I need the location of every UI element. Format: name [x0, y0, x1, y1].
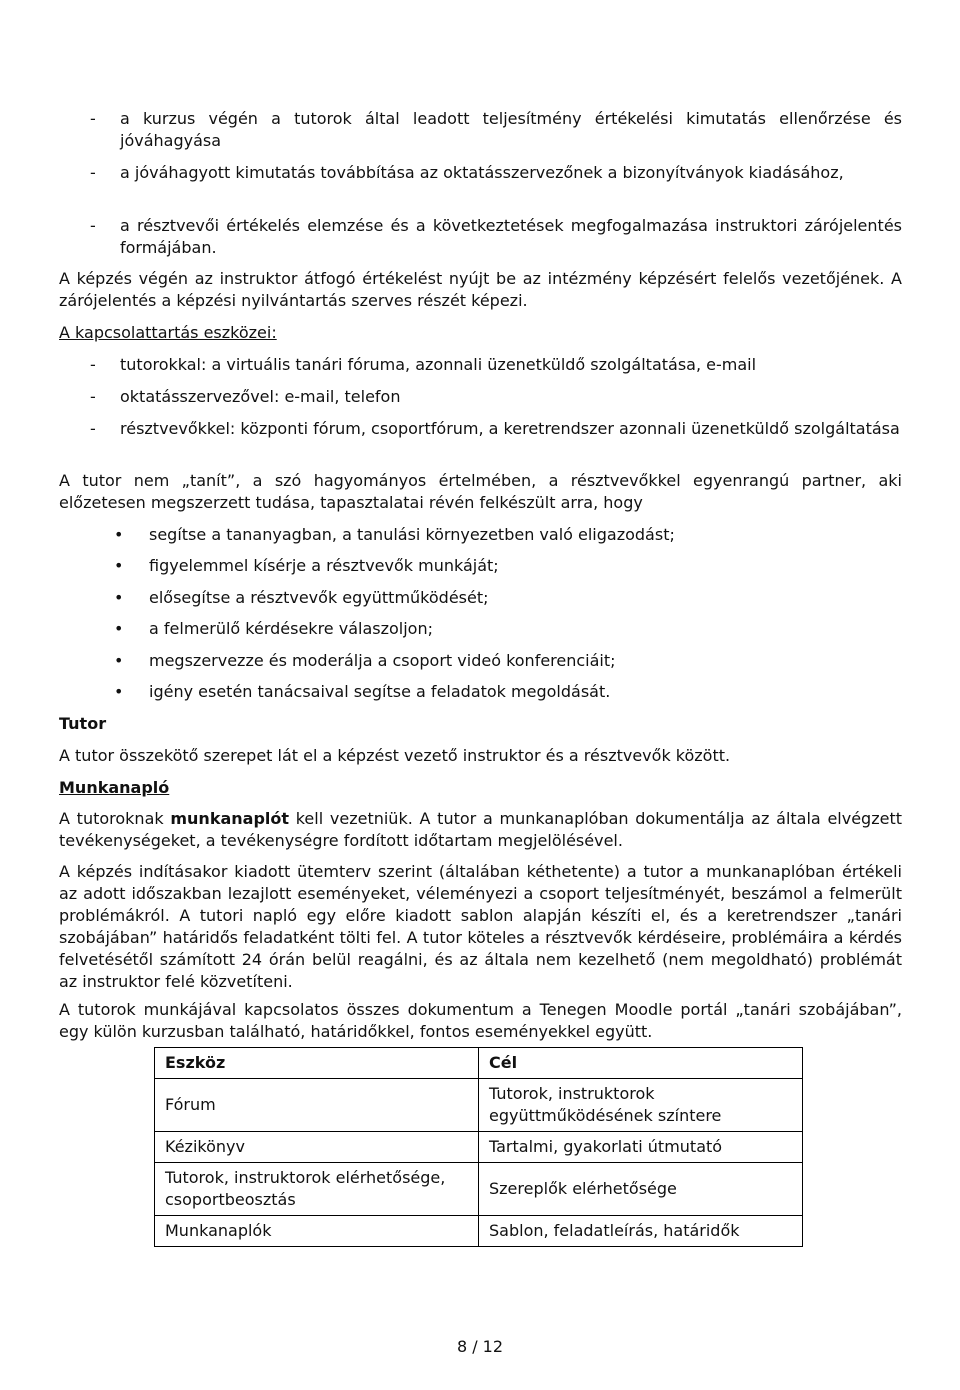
list-item [90, 108, 902, 152]
bullet-text: igény esetén tanácsaival segítse a feladatok megoldását. [149, 682, 611, 701]
worklog-heading-text: Munkanapló [59, 778, 170, 797]
bullet-text: segítse a tananyagban, a tanulási környezetben való eligazodást; [149, 525, 675, 544]
bullet-item [114, 650, 894, 672]
contact-heading-text: A kapcsolattartás eszközei: [59, 323, 277, 342]
dash-marker: - [90, 355, 96, 374]
bullet-item [114, 587, 894, 609]
bullet-marker: • [114, 619, 124, 638]
page-number: 8 / 12 [456, 1337, 504, 1356]
paragraph-worklog [59, 808, 902, 852]
table-row [155, 1132, 803, 1163]
list-item-text: résztvevőkkel: központi fórum, csoportfórum, a keretrendszer azonnali üzenetküldő szolgáltatása [120, 419, 900, 438]
table-row [155, 1163, 803, 1216]
list-item [90, 215, 902, 259]
list-item-text: a résztvevői értékelés elemzése és a következtetések megfogalmazása instruktori zárójelentés formájában. [120, 216, 902, 257]
dash-marker: - [90, 109, 96, 128]
tutor-heading: Tutor [59, 714, 107, 733]
table-cell: Sablon, feladatleírás, határidők [479, 1216, 803, 1247]
bullet-text: a felmerülő kérdésekre válaszoljon; [149, 619, 433, 638]
bullet-marker: • [114, 525, 124, 544]
table-row [155, 1216, 803, 1247]
list-item [90, 386, 902, 408]
dash-marker: - [90, 419, 96, 438]
worklog-text-bold: munkanaplót [170, 809, 290, 828]
dash-marker: - [90, 387, 96, 406]
dash-marker: - [90, 216, 96, 235]
bullet-marker: • [114, 651, 124, 670]
paragraph-instructor: A képzés végén az instruktor átfogó értékelést nyújt be az intézmény képzésért felelős vezetőjének. A zárójelentés a képzési nyilvántartás szerves részét képezi. [59, 269, 902, 310]
table-row [155, 1079, 803, 1132]
bullet-item [114, 618, 894, 640]
bullet-item [114, 524, 894, 546]
list-item-text: oktatásszervezővel: e-mail, telefon [120, 387, 401, 406]
list-item-text: a kurzus végén a tutorok által leadott teljesítmény értékelési kimutatás ellenőrzése és jóváhagyása [120, 109, 902, 150]
table-cell: Tutorok, instruktorok elérhetősége, csoportbeosztás [155, 1163, 479, 1216]
tools-table [154, 1047, 803, 1247]
worklog-text-pre: A tutoroknak [59, 809, 171, 828]
paragraph-documents: A tutorok munkájával kapcsolatos összes dokumentum a Tenegen Moodle portál „tanári szobájában”, egy külön kurzusban található, határidőkkel, fontos eseményekkel együtt. [59, 1000, 902, 1041]
worklog-text-post: kell vezetniük. A tutor a munkanaplóban dokumentálja az általa elvégzett tevékenységeket, a tevékenységre fordított időtartam megjelölésével. [59, 809, 902, 850]
bullet-item [114, 681, 894, 703]
paragraph-tutor-role: A tutor összekötő szerepet lát el a képzést vezető instruktor és a résztvevők között. [59, 746, 731, 765]
table-cell: Szereplők elérhetősége [479, 1163, 803, 1216]
table-cell: Kézikönyv [155, 1132, 479, 1163]
list-item [90, 162, 902, 184]
worklog-heading [59, 777, 902, 799]
bullet-marker: • [114, 682, 124, 701]
bullet-text: megszervezze és moderálja a csoport videó konferenciáit; [149, 651, 616, 670]
list-item-text: a jóváhagyott kimutatás továbbítása az oktatásszervezőnek a bizonyítványok kiadásához, [120, 163, 844, 182]
table-cell: Tartalmi, gyakorlati útmutató [479, 1132, 803, 1163]
table-header-cell: Eszköz [155, 1048, 479, 1079]
bullet-item [114, 555, 894, 577]
table-cell: Fórum [155, 1079, 479, 1132]
bullet-text: figyelemmel kísérje a résztvevők munkáját; [149, 556, 499, 575]
bullet-marker: • [114, 556, 124, 575]
table-header-cell: Cél [479, 1048, 803, 1079]
paragraph-tutor-intro: A tutor nem „tanít”, a szó hagyományos értelmében, a résztvevőkkel egyenrangú partner, aki előzetesen megszerzett tudása, tapasztalatai révén felkészült arra, hogy [59, 471, 902, 512]
list-item [90, 418, 902, 440]
paragraph-schedule: A képzés indításakor kiadott ütemterv szerint (általában kéthetente) a tutor a munkanaplóban értékeli az adott időszakban lezajlott eseményeket, véleményezi a csoport teljesítményét, beszámol a felmerült problémákról. A tutori napló egy előre kiadott sablon alapján készíti el, és a keretrendszer „tanári szobájában” határidős feladatként tölti fel. A tutor köteles a résztvevők kérdéseire, problémáira a kérdés felvetésétől számított 24 órán belül reagálni, és az általa nem kezelhető (nem megoldható) problémát az instruktor felé közvetíteni. [59, 862, 902, 991]
dash-marker: - [90, 163, 96, 182]
table-cell: Tutorok, instruktorok együttműködésének színtere [479, 1079, 803, 1132]
contact-heading [59, 322, 902, 344]
bullet-text: elősegítse a résztvevők együttműködését; [149, 588, 489, 607]
table-cell: Munkanaplók [155, 1216, 479, 1247]
list-item-text: tutorokkal: a virtuális tanári fóruma, azonnali üzenetküldő szolgáltatása, e-mail [120, 355, 757, 374]
list-item [90, 354, 902, 376]
bullet-marker: • [114, 588, 124, 607]
table-header-row [155, 1048, 803, 1079]
